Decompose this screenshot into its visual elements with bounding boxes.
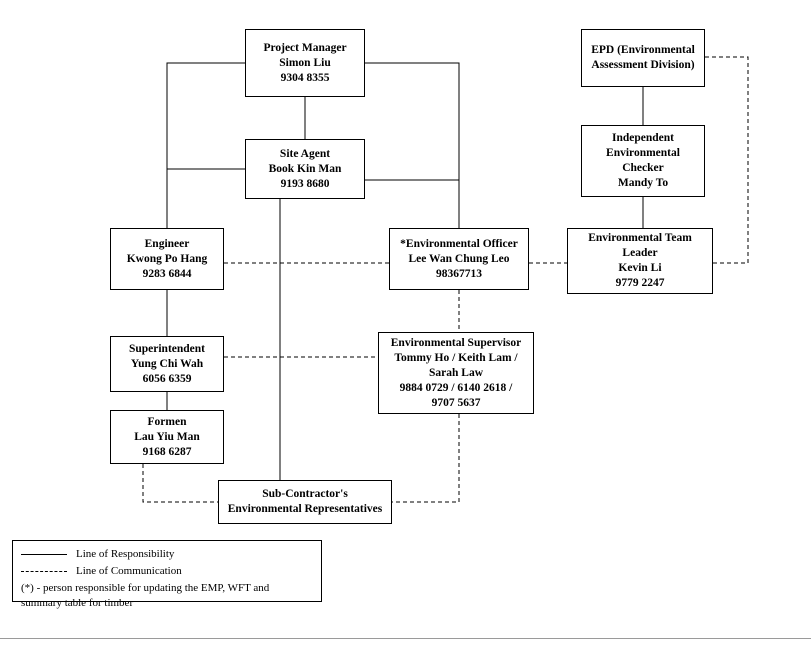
node-engineer[interactable] bbox=[110, 228, 224, 290]
node-site-agent[interactable] bbox=[245, 139, 365, 199]
node-line: Assessment Division) bbox=[591, 59, 695, 71]
node-line: Environmental bbox=[606, 147, 680, 159]
edge-env-supervisor-to-subcontractors bbox=[392, 414, 459, 502]
dashed-line-icon bbox=[21, 567, 67, 575]
legend-item-communication bbox=[21, 564, 313, 579]
node-line: Checker bbox=[622, 162, 664, 174]
node-line: Tommy Ho / Keith Lam / bbox=[394, 351, 518, 364]
node-line: 6056 6359 bbox=[142, 372, 192, 385]
edge-formen-to-subcontractors bbox=[143, 464, 218, 502]
node-line: 9283 6844 bbox=[142, 267, 192, 280]
node-line: Formen bbox=[147, 415, 187, 428]
node-line: 9304 8355 bbox=[280, 71, 330, 84]
edge-pm-to-engineer bbox=[167, 63, 245, 228]
footer-divider bbox=[0, 638, 811, 639]
node-superintendent[interactable] bbox=[110, 336, 224, 392]
node-line: Kwong Po Hang bbox=[126, 252, 208, 265]
node-line: Kevin Li bbox=[618, 262, 662, 274]
node-line: Sub-Contractor's bbox=[262, 488, 348, 500]
node-line: 9779 2247 bbox=[615, 277, 665, 289]
node-line: Yung Chi Wah bbox=[130, 357, 204, 370]
node-line: Environmental Supervisor bbox=[390, 336, 522, 349]
legend-item-responsibility bbox=[21, 547, 313, 562]
node-line: Lau Yiu Man bbox=[134, 430, 200, 443]
edge-pm-to-env-officer bbox=[365, 63, 459, 228]
node-line: 98367713 bbox=[436, 267, 482, 280]
node-independent-environmental-checker[interactable] bbox=[581, 125, 705, 197]
node-line: EPD (Environmental bbox=[591, 44, 695, 56]
node-line: Environmental Representatives bbox=[227, 503, 383, 515]
node-line: Simon Liu bbox=[279, 56, 331, 69]
node-line: 9193 8680 bbox=[280, 177, 330, 190]
legend-label: Line of Responsibility bbox=[76, 548, 175, 560]
node-line: Mandy To bbox=[617, 177, 669, 189]
node-sub-contractors-environmental-representatives[interactable] bbox=[218, 480, 392, 524]
legend-note: (*) - person responsible for updating the EMP, WFT and summary table for timber bbox=[21, 582, 270, 609]
node-line: 9884 0729 / 6140 2618 / bbox=[399, 381, 513, 394]
node-line: *Environmental Officer bbox=[400, 237, 518, 250]
legend-label: Line of Communication bbox=[76, 564, 182, 577]
node-environmental-team-leader[interactable] bbox=[567, 228, 713, 294]
node-line: Environmental Team bbox=[588, 232, 692, 244]
node-line: Superintendent bbox=[128, 342, 206, 355]
node-line: Engineer bbox=[144, 237, 190, 250]
solid-line-icon bbox=[21, 550, 67, 558]
node-line: Project Manager bbox=[263, 41, 347, 54]
node-epd[interactable] bbox=[581, 29, 705, 87]
node-line: Lee Wan Chung Leo bbox=[408, 252, 510, 265]
node-line: Site Agent bbox=[279, 147, 331, 160]
legend bbox=[12, 540, 322, 609]
node-environmental-supervisor[interactable] bbox=[378, 332, 534, 414]
node-line: Sarah Law bbox=[429, 366, 483, 379]
node-line: 9168 6287 bbox=[142, 445, 192, 458]
node-line: Book Kin Man bbox=[268, 162, 342, 175]
node-project-manager[interactable] bbox=[245, 29, 365, 97]
node-line: Independent bbox=[612, 132, 674, 144]
node-environmental-officer[interactable] bbox=[389, 228, 529, 290]
node-line: Leader bbox=[622, 247, 658, 259]
node-line: 9707 5637 bbox=[431, 396, 481, 409]
node-formen[interactable] bbox=[110, 410, 224, 464]
